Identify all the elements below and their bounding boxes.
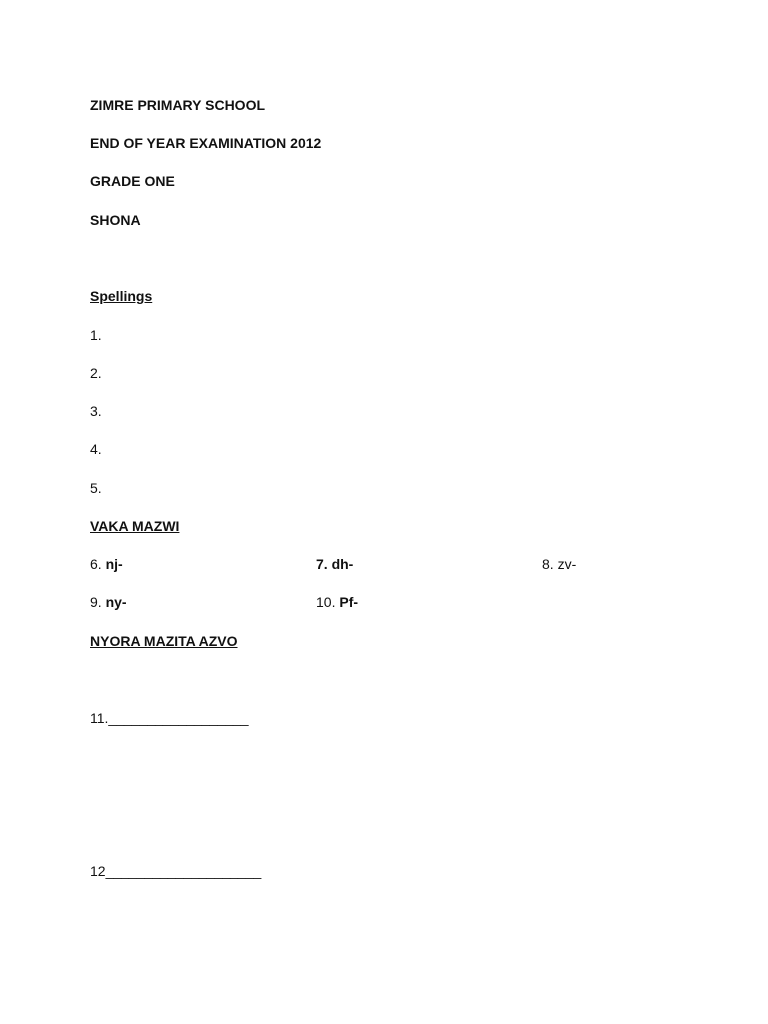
item-text: Pf- [339, 594, 359, 610]
item-number: 7. [316, 556, 328, 572]
vaka-item-6 [90, 555, 123, 573]
answer-line-11: 11.__________________ [90, 710, 249, 726]
nyora-heading: NYORA MAZITA AZVO [90, 633, 238, 649]
vaka-item-10 [316, 593, 358, 611]
spelling-item-3: 3. [90, 403, 102, 419]
vaka-mazwi-heading: VAKA MAZWI [90, 518, 180, 534]
vaka-item-7 [316, 555, 353, 573]
spelling-item-2: 2. [90, 365, 102, 381]
item-number: 9. [90, 594, 102, 610]
exam-title: END OF YEAR EXAMINATION 2012 [90, 135, 322, 151]
item-text: nj- [105, 556, 123, 572]
item-text: zv- [557, 556, 577, 572]
answer-line-12: 12____________________ [90, 863, 262, 879]
item-number: 10. [316, 594, 336, 610]
subject-label: SHONA [90, 212, 141, 228]
spellings-heading: Spellings [90, 288, 153, 304]
school-name: ZIMRE PRIMARY SCHOOL [90, 97, 266, 113]
spelling-item-5: 5. [90, 480, 102, 496]
item-text: ny- [105, 594, 127, 610]
spelling-item-1: 1. [90, 327, 102, 343]
vaka-item-9 [90, 593, 127, 611]
vaka-item-8 [542, 555, 576, 573]
spelling-item-4: 4. [90, 441, 102, 457]
item-number: 6. [90, 556, 102, 572]
item-number: 8. [542, 556, 554, 572]
grade-label: GRADE ONE [90, 173, 175, 189]
item-text: dh- [331, 556, 354, 572]
